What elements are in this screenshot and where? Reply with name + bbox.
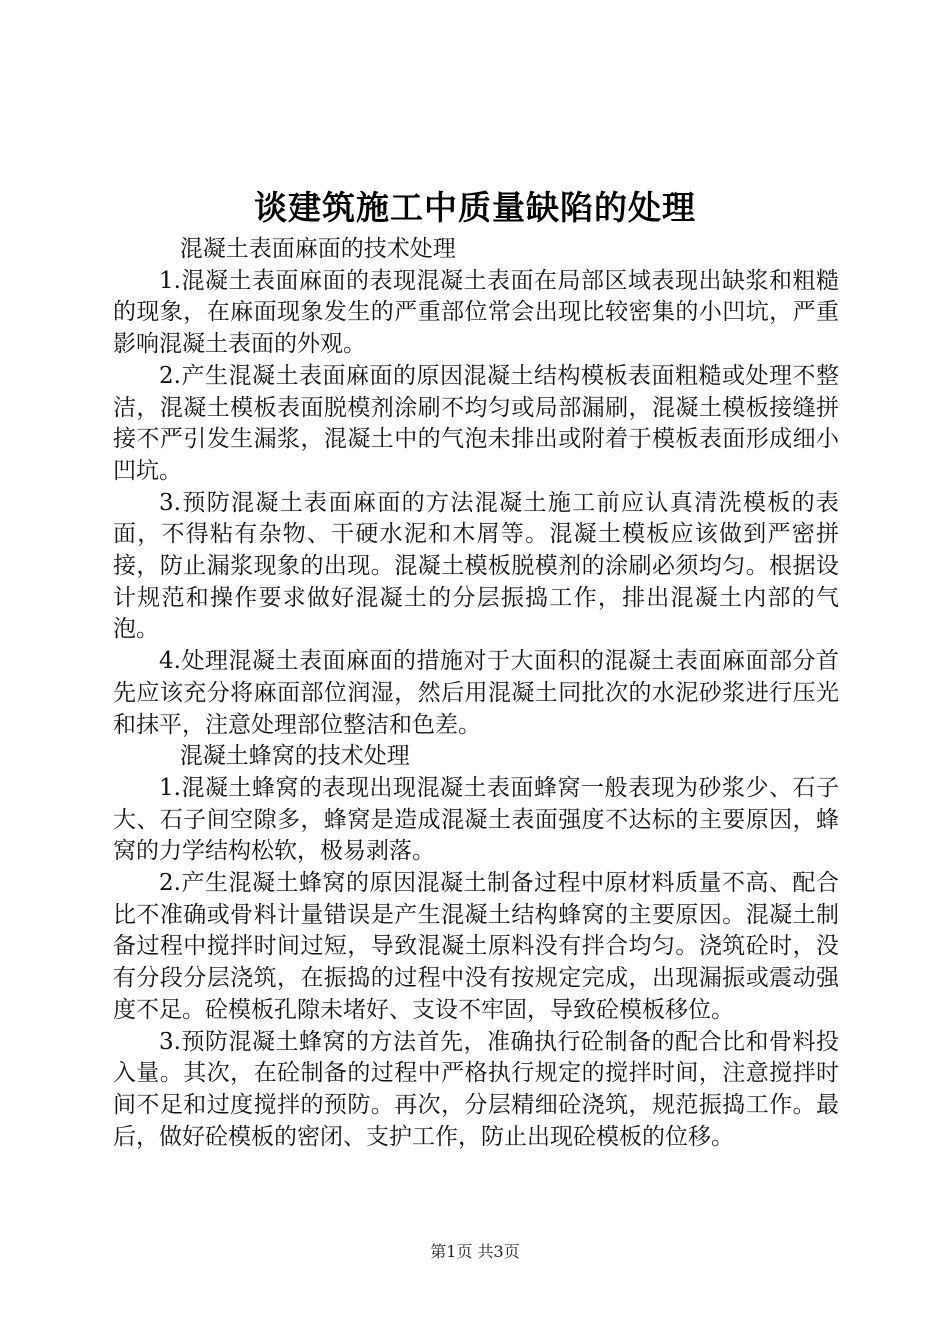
document-body xyxy=(113,234,839,1153)
paragraph-honeycomb-2: 2.产生混凝土蜂窝的原因混凝土制备过程中原材料质量不高、配合比不准确或骨料计量错误是产生混凝土结构蜂窝的主要原因。混凝土制备过程中搅拌时间过短，导致混凝土原料没有拌合均匀。浇筑砼时，没有分段分层浇筑，在振捣的过程中没有按规定完成，出现漏振或震动强度不足。砼模板孔隙未堵好、支设不牢固，导致砼模板移位。 xyxy=(113,870,839,1023)
paragraph-honeycomb-1: 1.混凝土蜂窝的表现出现混凝土表面蜂窝一般表现为砂浆少、石子大、石子间空隙多，蜂窝是造成混凝土表面强度不达标的主要原因，蜂窝的力学结构松软，极易剥落。 xyxy=(113,774,839,865)
document-title: 谈建筑施工中质量缺陷的处理 xyxy=(254,188,696,227)
paragraph-pitting-1: 1.混凝土表面麻面的表现混凝土表面在局部区域表现出缺浆和粗糙的现象，在麻面现象发生的严重部位常会出现比较密集的小凹坑，严重影响混凝土表面的外观。 xyxy=(113,267,839,358)
paragraph-pitting-3: 3.预防混凝土表面麻面的方法混凝土施工前应认真清洗模板的表面，不得粘有杂物、干硬水泥和木屑等。混凝土模板应该做到严密拼接，防止漏浆现象的出现。混凝土模板脱模剂的涂刷必须均匀。根据设计规范和操作要求做好混凝土的分层振捣工作，排出混凝土内部的气泡。 xyxy=(113,489,839,643)
page-footer: 第1页 共3页 xyxy=(430,1242,520,1261)
section-heading-pitting: 混凝土表面麻面的技术处理 xyxy=(179,236,456,262)
paragraph-pitting-4: 4.处理混凝土表面麻面的措施对于大面积的混凝土表面麻面部分首先应该充分将麻面部位润湿，然后用混凝土同批次的水泥砂浆进行压光和抹平，注意处理部位整洁和色差。 xyxy=(113,648,839,738)
section-heading-honeycomb: 混凝土蜂窝的技术处理 xyxy=(179,743,410,770)
paragraph-honeycomb-3: 3.预防混凝土蜂窝的方法首先，准确执行砼制备的配合比和骨料投入量。其次，在砼制备的过程中严格执行规定的搅拌时间，注意搅拌时间不足和过度搅拌的预防。再次，分层精细砼浇筑，规范振捣工作。最后，做好砼模板的密闭、支护工作，防止出现砼模板的位移。 xyxy=(113,1028,839,1150)
paragraph-pitting-2: 2.产生混凝土表面麻面的原因混凝土结构模板表面粗糙或处理不整洁，混凝土模板表面脱模剂涂刷不均匀或局部漏刷，混凝土模板接缝拼接不严引发生漏浆，混凝土中的气泡未排出或附着于模板表面形成细小凹坑。 xyxy=(113,362,839,484)
